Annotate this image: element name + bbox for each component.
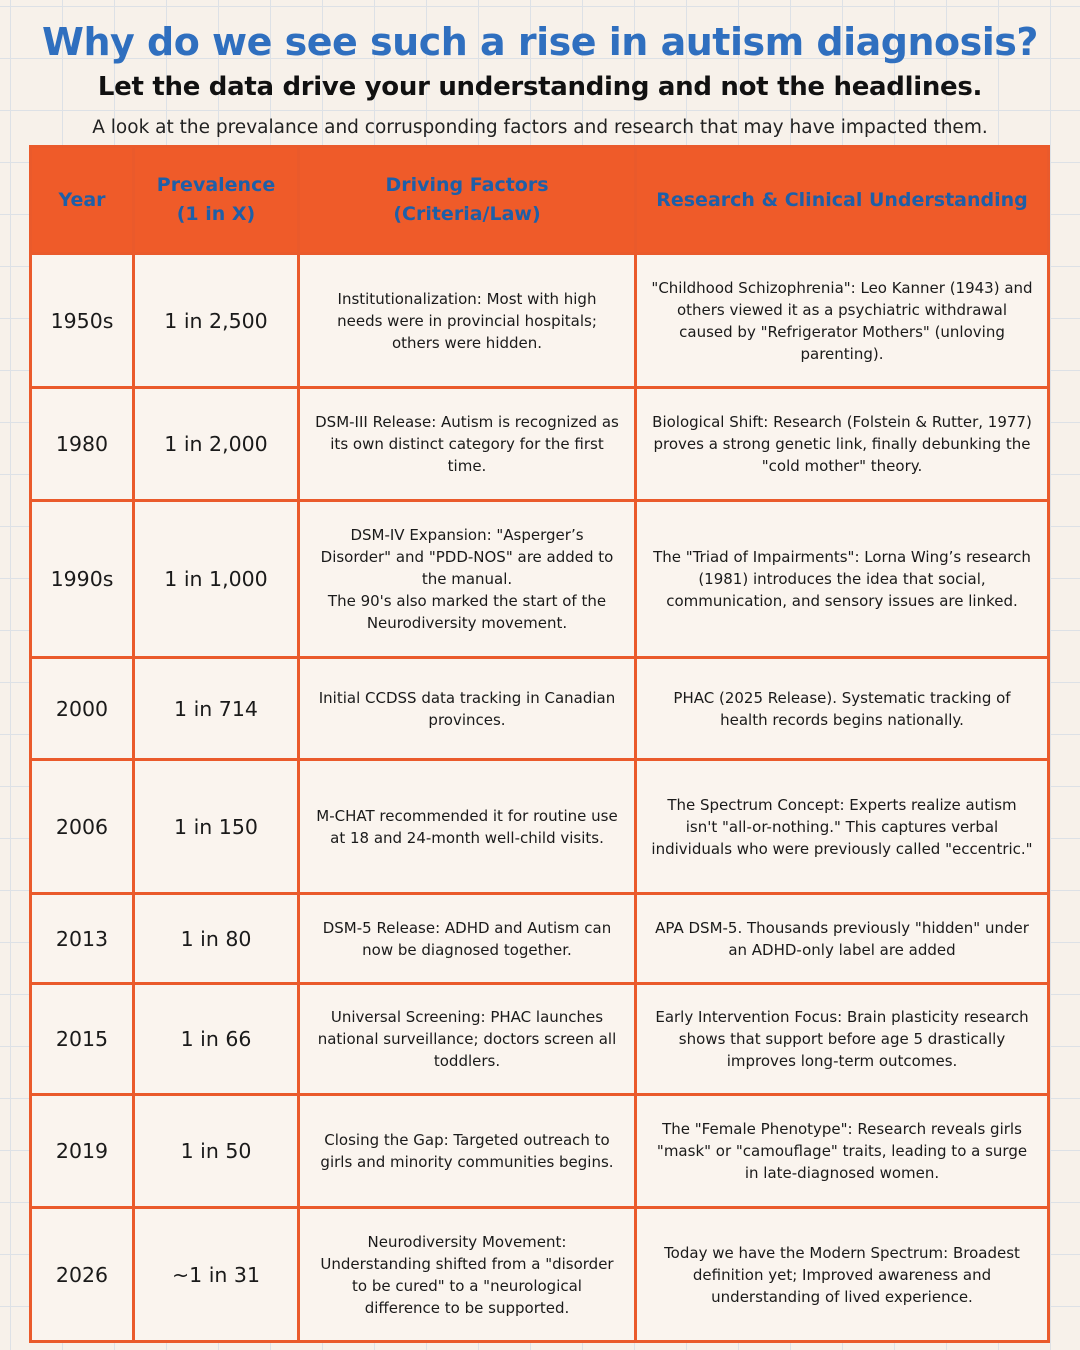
year-cell: 2015 bbox=[31, 984, 134, 1095]
prevalence-cell: 1 in 2,500 bbox=[134, 254, 299, 388]
driving-factors-cell: Universal Screening: PHAC launches national surveillance; doctors screen all toddlers. bbox=[299, 984, 636, 1095]
table-row bbox=[31, 984, 1049, 1095]
header-research: Research & Clinical Understanding bbox=[636, 147, 1049, 254]
year-cell: 2000 bbox=[31, 658, 134, 760]
table-row bbox=[31, 388, 1049, 501]
prevalence-cell: 1 in 50 bbox=[134, 1095, 299, 1208]
header-prevalence-line2: (1 in X) bbox=[176, 203, 256, 225]
driving-factors-cell: Closing the Gap: Targeted outreach to girls and minority communities begins. bbox=[299, 1095, 636, 1208]
prevalence-cell: 1 in 714 bbox=[134, 658, 299, 760]
driving-factors-cell: DSM-5 Release: ADHD and Autism can now be diagnosed together. bbox=[299, 894, 636, 984]
research-cell: APA DSM-5. Thousands previously "hidden" under an ADHD-only label are added bbox=[636, 894, 1049, 984]
driving-factors-cell bbox=[299, 501, 636, 658]
table-row bbox=[31, 1095, 1049, 1208]
driving-factors-cell: Initial CCDSS data tracking in Canadian provinces. bbox=[299, 658, 636, 760]
research-cell: "Childhood Schizophrenia": Leo Kanner (1943) and others viewed it as a psychiatric withdrawal caused by "Refrigerator Mothers" (unloving parenting). bbox=[636, 254, 1049, 388]
research-cell: The "Female Phenotype": Research reveals girls "mask" or "camouflage" traits, leading to a surge in late-diagnosed women. bbox=[636, 1095, 1049, 1208]
header-driving-line2: (Criteria/Law) bbox=[393, 203, 541, 225]
header-driving-factors bbox=[299, 147, 636, 254]
year-cell: 1980 bbox=[31, 388, 134, 501]
prevalence-cell: 1 in 150 bbox=[134, 760, 299, 894]
driving-factors-cell: Institutionalization: Most with high needs were in provincial hospitals; others were hidden. bbox=[299, 254, 636, 388]
prevalence-cell: ~1 in 31 bbox=[134, 1208, 299, 1342]
table-body bbox=[31, 254, 1049, 1342]
prevalence-cell: 1 in 80 bbox=[134, 894, 299, 984]
driving-factors-cell: DSM-III Release: Autism is recognized as its own distinct category for the first time. bbox=[299, 388, 636, 501]
research-cell: The Spectrum Concept: Experts realize autism isn't "all-or-nothing." This captures verbal individuals who were previously called "eccentric." bbox=[636, 760, 1049, 894]
header-year: Year bbox=[31, 147, 134, 254]
year-cell: 1990s bbox=[31, 501, 134, 658]
research-cell: The "Triad of Impairments": Lorna Wing’s research (1981) introduces the idea that social, communication, and sensory issues are linked. bbox=[636, 501, 1049, 658]
table-row bbox=[31, 1208, 1049, 1342]
year-cell: 2026 bbox=[31, 1208, 134, 1342]
header-row bbox=[31, 147, 1049, 254]
autism-prevalence-table bbox=[29, 145, 1050, 1343]
driving-factors-cell: M-CHAT recommended it for routine use at 18 and 24-month well-child visits. bbox=[299, 760, 636, 894]
driving-factors-extra-text: The 90's also marked the start of the Neurodiversity movement. bbox=[327, 592, 607, 632]
research-cell: Biological Shift: Research (Folstein & Rutter, 1977) proves a strong genetic link, finally debunking the "cold mother" theory. bbox=[636, 388, 1049, 501]
table-row bbox=[31, 254, 1049, 388]
year-cell: 2006 bbox=[31, 760, 134, 894]
research-cell: Today we have the Modern Spectrum: Broadest definition yet; Improved awareness and understanding of lived experience. bbox=[636, 1208, 1049, 1342]
table-row bbox=[31, 501, 1049, 658]
year-cell: 2013 bbox=[31, 894, 134, 984]
prevalence-cell: 1 in 66 bbox=[134, 984, 299, 1095]
page-subtitle: Let the data drive your understanding and not the headlines. bbox=[97, 72, 983, 102]
table-header bbox=[31, 147, 1049, 254]
header-prevalence-line1: Prevalence bbox=[156, 174, 276, 196]
prevalence-cell: 1 in 2,000 bbox=[134, 388, 299, 501]
table-row bbox=[31, 658, 1049, 760]
driving-factors-text: DSM-IV Expansion: "Asperger’s Disorder" and "PDD-NOS" are added to the manual. bbox=[320, 526, 614, 588]
intro-text: A look at the prevalance and corrusponding factors and research that may have impacted them. bbox=[92, 117, 988, 138]
prevalence-cell: 1 in 1,000 bbox=[134, 501, 299, 658]
driving-factors-cell: Neurodiversity Movement: Understanding shifted from a "disorder to be cured" to a "neurological difference to be supported. bbox=[299, 1208, 636, 1342]
research-cell: PHAC (2025 Release). Systematic tracking of health records begins nationally. bbox=[636, 658, 1049, 760]
research-cell: Early Intervention Focus: Brain plasticity research shows that support before age 5 drastically improves long-term outcomes. bbox=[636, 984, 1049, 1095]
header-prevalence bbox=[134, 147, 299, 254]
year-cell: 1950s bbox=[31, 254, 134, 388]
page-title: Why do we see such a rise in autism diagnosis? bbox=[42, 20, 1038, 64]
table-row bbox=[31, 894, 1049, 984]
table-row bbox=[31, 760, 1049, 894]
header-driving-line1: Driving Factors bbox=[385, 174, 549, 196]
year-cell: 2019 bbox=[31, 1095, 134, 1208]
